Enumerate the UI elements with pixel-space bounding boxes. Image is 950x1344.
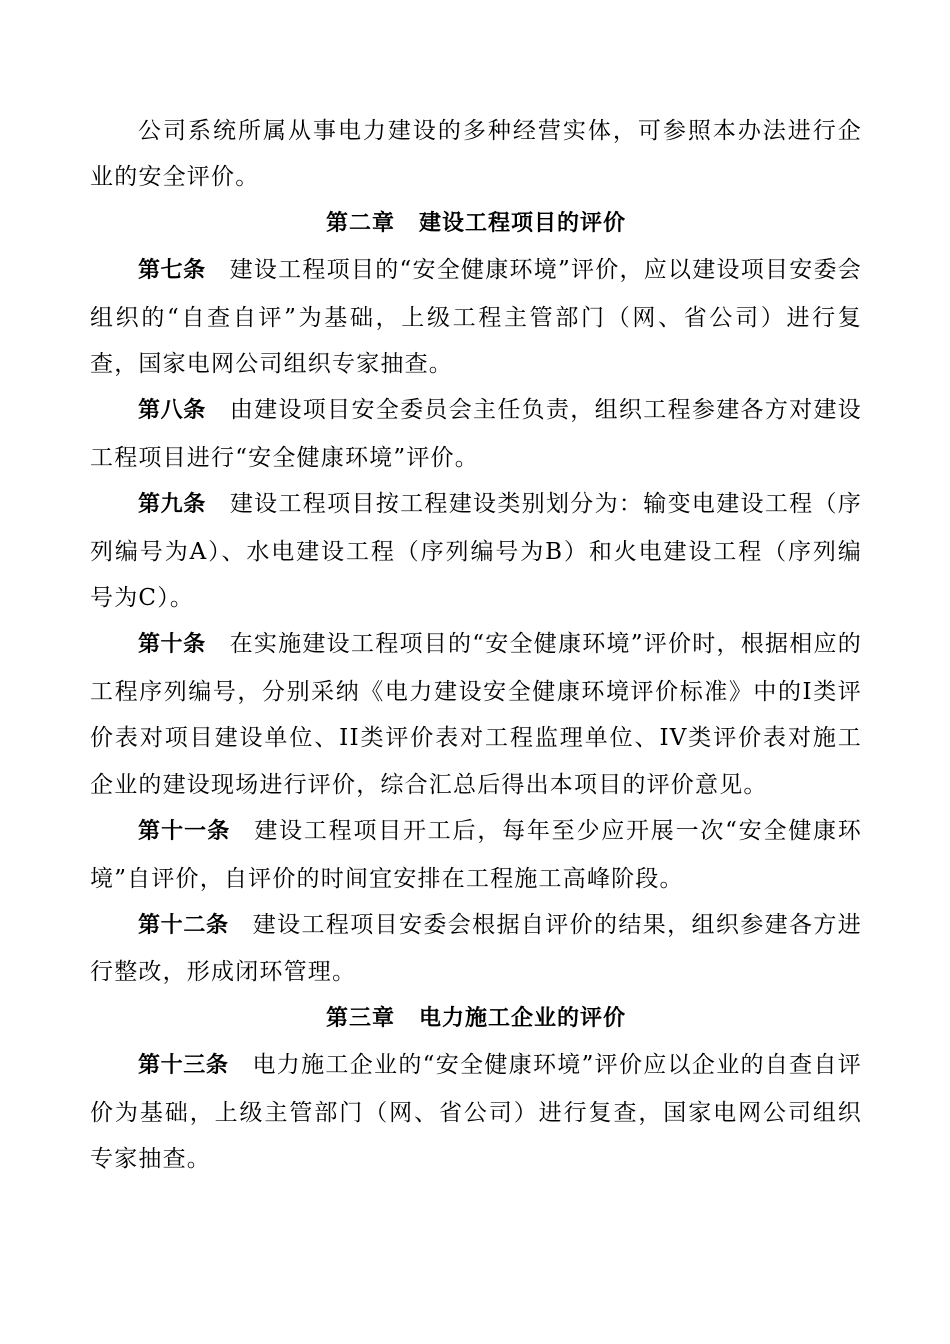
document-body [90, 108, 862, 1182]
chapter-number: 第三章 [325, 1005, 395, 1031]
article-text: 建设工程项目安委会根据自评价的结果，组织参建各方进行整改，形成闭环管理。 [90, 911, 862, 986]
article-7 [90, 247, 862, 387]
chapter-heading-2 [90, 201, 862, 247]
chapter-title: 电力施工企业的评价 [419, 1005, 627, 1031]
article-text: 建设工程项目的“安全健康环境”评价，应以建设项目安委会组织的“自查自评”为基础，上级工程主管部门（网、省公司）进行复查，国家电网公司组织专家抽查。 [90, 257, 862, 378]
article-11 [90, 808, 862, 902]
article-10 [90, 621, 862, 808]
article-label: 第九条 [138, 492, 206, 518]
article-text: 在实施建设工程项目的“安全健康环境”评价时，根据相应的工程序列编号，分别采纳《电力建设安全健康环境评价标准》中的I类评价表对项目建设单位、II类评价表对工程监理单位、IV类评价表对施工企业的建设现场进行评价，综合汇总后得出本项目的评价意见。 [90, 631, 862, 798]
article-text: 建设工程项目开工后，每年至少应开展一次“安全健康环境”自评价，自评价的时间宜安排在工程施工高峰阶段。 [90, 818, 862, 892]
chapter-heading-3 [90, 996, 862, 1042]
article-text: 由建设项目安全委员会主任负责，组织工程参建各方对建设工程项目进行“安全健康环境”评价。 [90, 397, 862, 471]
article-13 [90, 1042, 862, 1182]
article-text: 电力施工企业的“安全健康环境”评价应以企业的自查自评价为基础，上级主管部门（网、省公司）进行复查，国家电网公司组织专家抽查。 [90, 1052, 862, 1172]
paragraph-text: 公司系统所属从事电力建设的多种经营实体，可参照本办法进行企业的安全评价。 [90, 118, 862, 191]
chapter-number: 第二章 [325, 210, 395, 236]
article-9 [90, 481, 862, 621]
paragraph-intro [90, 108, 862, 201]
article-label: 第七条 [138, 258, 206, 284]
chapter-title: 建设工程项目的评价 [419, 210, 627, 236]
article-label: 第十二条 [138, 912, 229, 938]
article-8 [90, 387, 862, 481]
article-text: 建设工程项目按工程建设类别划分为：输变电建设工程（序列编号为A）、水电建设工程（序列编号为B）和火电建设工程（序列编号为C）。 [90, 491, 862, 612]
article-label: 第十条 [138, 632, 206, 658]
article-label: 第十三条 [138, 1053, 229, 1079]
article-12 [90, 902, 862, 996]
article-label: 第八条 [138, 398, 206, 424]
article-label: 第十一条 [138, 819, 231, 845]
